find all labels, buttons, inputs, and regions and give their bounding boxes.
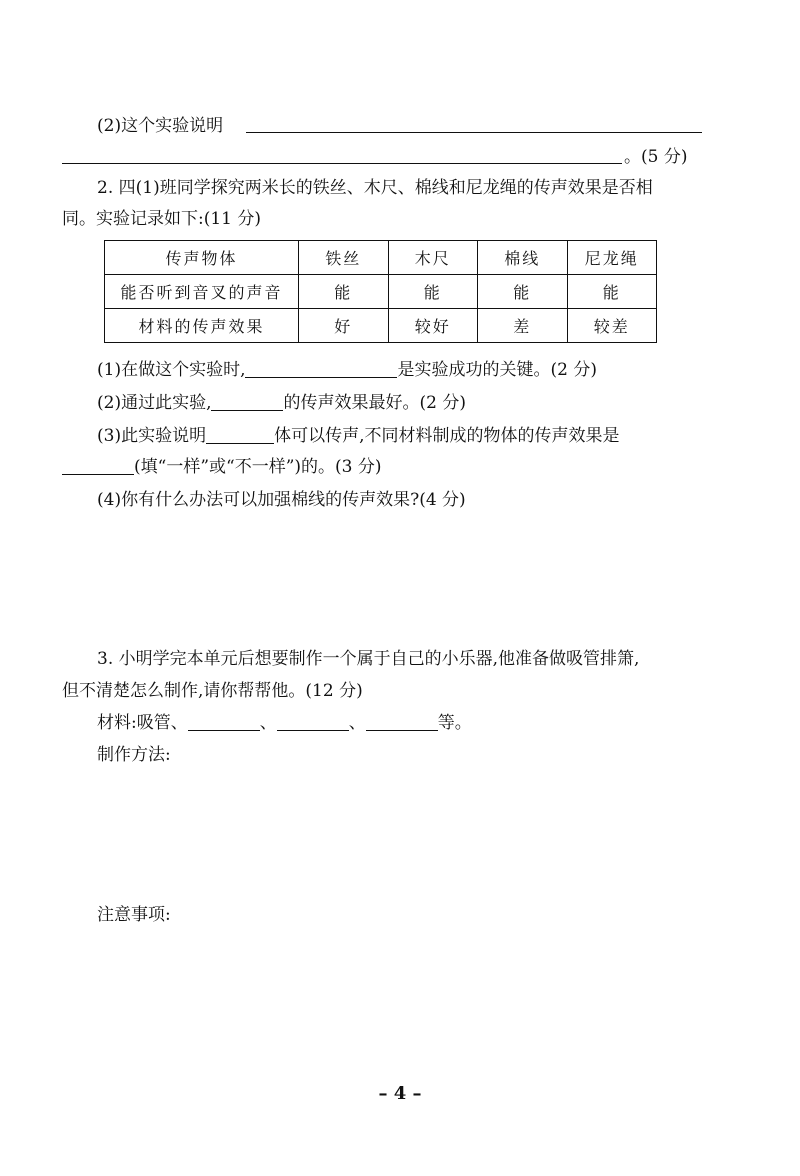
- q2-sub3-prefix: (3)此实验说明: [97, 426, 207, 446]
- materials-sep: 、: [259, 713, 277, 733]
- notes-label: 注意事项:: [97, 905, 171, 925]
- q3-intro: 但不清楚怎么制作,请你帮帮他。(12 分): [62, 681, 363, 701]
- q1-sub2-label: (2)这个实验说明: [97, 116, 224, 136]
- method-label: 制作方法:: [97, 745, 171, 765]
- table-cell: 材料的传声效果: [105, 309, 299, 343]
- answer-blank[interactable]: [211, 392, 283, 411]
- table-cell: 能: [388, 275, 477, 309]
- answer-blank[interactable]: [245, 359, 397, 378]
- table-cell: 差: [478, 309, 567, 343]
- table-cell: 能: [299, 275, 388, 309]
- table-cell: 能否听到音叉的声音: [105, 275, 299, 309]
- q2-sub3-line2: [62, 455, 382, 479]
- materials-prefix: 材料:吸管、: [97, 713, 188, 733]
- q1-sub2-score: 。(5 分): [624, 147, 688, 167]
- table-cell: 木尺: [388, 241, 477, 275]
- experiment-record-table: [104, 240, 657, 343]
- table-cell: 能: [478, 275, 567, 309]
- table-cell: 好: [299, 309, 388, 343]
- q2-sub3-tail: (填“一样”或“不一样”)的。(3 分): [134, 457, 382, 477]
- table-cell: 棉线: [478, 241, 567, 275]
- table-cell: 铁丝: [299, 241, 388, 275]
- answer-line[interactable]: [246, 132, 702, 133]
- table-cell: 尼龙绳: [567, 241, 657, 275]
- table-cell: 较差: [567, 309, 657, 343]
- q2-sub2: [97, 391, 466, 415]
- answer-blank[interactable]: [62, 456, 134, 475]
- q3-intro: 3. 小明学完本单元后想要制作一个属于自己的小乐器,他准备做吸管排箫,: [97, 649, 640, 669]
- answer-blank[interactable]: [206, 425, 274, 444]
- table-row: [105, 309, 657, 343]
- answer-blank[interactable]: [366, 712, 438, 731]
- q2-sub4: (4)你有什么办法可以加强棉线的传声效果?(4 分): [97, 490, 466, 510]
- q2-intro: 2. 四(1)班同学探究两米长的铁丝、木尺、棉线和尼龙绳的传声效果是否相: [97, 178, 653, 198]
- table-cell: 传声物体: [105, 241, 299, 275]
- table-cell: 能: [567, 275, 657, 309]
- materials-sep: 、: [348, 713, 366, 733]
- table-cell: 较好: [388, 309, 477, 343]
- q2-sub3-suffix: 体可以传声,不同材料制成的物体的传声效果是: [274, 426, 620, 446]
- page-number: – 4 –: [378, 1083, 422, 1104]
- table-row: [105, 241, 657, 275]
- q3-materials: [97, 711, 472, 735]
- answer-blank[interactable]: [277, 712, 349, 731]
- q2-sub2-prefix: (2)通过此实验,: [97, 393, 212, 413]
- q2-intro: 同。实验记录如下:(11 分): [62, 209, 262, 229]
- q2-sub1-prefix: (1)在做这个实验时,: [97, 360, 246, 380]
- answer-line[interactable]: [62, 163, 622, 164]
- q2-sub3: [97, 424, 620, 448]
- table-row: [105, 275, 657, 309]
- q2-sub1: [97, 358, 597, 382]
- materials-suffix: 等。: [437, 713, 472, 733]
- q2-sub1-suffix: 是实验成功的关键。(2 分): [397, 360, 597, 380]
- answer-blank[interactable]: [188, 712, 260, 731]
- q2-sub2-suffix: 的传声效果最好。(2 分): [283, 393, 466, 413]
